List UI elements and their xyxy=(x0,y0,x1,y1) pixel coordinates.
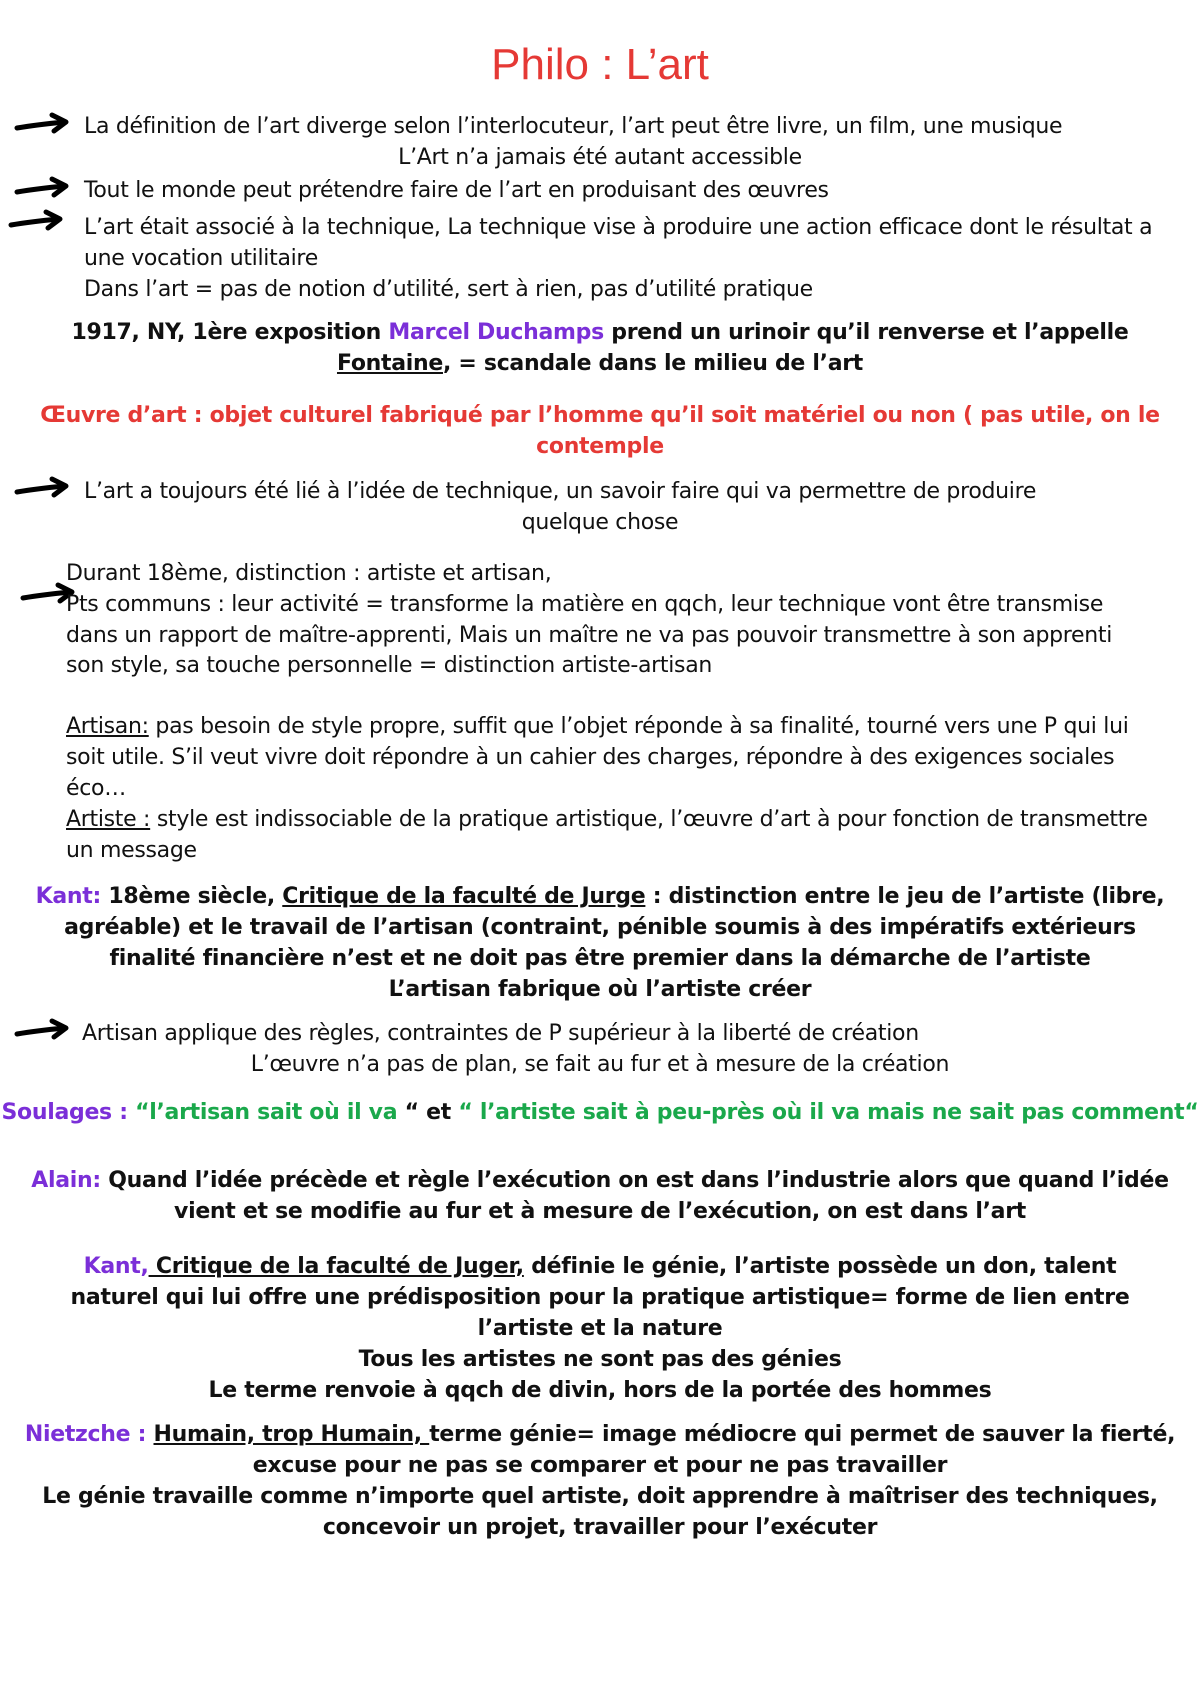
arrow-icon xyxy=(8,207,68,237)
text-span: terme génie= image médiocre qui permet de sauver la fierté, xyxy=(429,1422,1176,1447)
artisan-line xyxy=(66,712,1129,742)
nietzche-line xyxy=(0,1420,1200,1450)
quote: “ l’artiste sait à peu-près où il va mais ne sait pas comment“ xyxy=(458,1100,1199,1125)
text-span: Quand l’idée précède et règle l’exécution on est dans l’industrie alors que quand l’idée xyxy=(100,1168,1169,1193)
philosopher-name: Kant: xyxy=(35,884,101,909)
text-span: “ et xyxy=(404,1100,459,1125)
text-line: soit utile. S’il veut vivre doit répondre à un cahier des charges, répondre à des exigences sociales xyxy=(66,745,1115,770)
definition-line: Œuvre d’art : objet culturel fabriqué par l’homme qu’il soit matériel ou non ( pas utile, on le xyxy=(40,403,1160,428)
work-title: Humain, trop Humain, xyxy=(153,1422,430,1447)
work-title: Critique de la faculté de Jurge xyxy=(282,884,646,909)
text-line: Tout le monde peut prétendre faire de l’art en produisant des œuvres xyxy=(84,178,829,203)
kant-line xyxy=(0,1252,1200,1282)
arrow-icon xyxy=(14,1016,74,1046)
work-title: Fontaine xyxy=(336,351,443,376)
text-line: L’Art n’a jamais été autant accessible xyxy=(398,145,802,170)
text-line: L’art a toujours été lié à l’idée de technique, un savoir faire qui va permettre de produire xyxy=(84,479,1037,504)
text-line: une vocation utilitaire xyxy=(84,246,318,271)
text-span: 18ème siècle, xyxy=(100,884,283,909)
text-line: L’œuvre n’a pas de plan, se fait au fur et à mesure de la création xyxy=(250,1052,950,1077)
text-line: un message xyxy=(66,838,197,863)
text-line: excuse pour ne pas se comparer et pour ne pas travailler xyxy=(252,1453,948,1478)
text-span: : distinction entre le jeu de l’artiste (libre, xyxy=(645,884,1165,909)
page-title: Philo : L’art xyxy=(491,40,709,89)
text-line: Durant 18ème, distinction : artiste et artisan, xyxy=(66,561,552,586)
text-line: L’art était associé à la technique, La technique vise à produire une action efficace dont le résultat a xyxy=(84,215,1153,240)
text-line: Tous les artistes ne sont pas des génies xyxy=(358,1347,842,1372)
soulages-line xyxy=(0,1098,1200,1128)
text-line: dans un rapport de maître-apprenti, Mais un maître ne va pas pouvoir transmettre à son apprenti xyxy=(66,623,1113,648)
text-line: Artisan applique des règles, contraintes de P supérieur à la liberté de création xyxy=(82,1021,919,1046)
alain-line xyxy=(0,1166,1200,1196)
text-line: Le terme renvoie à qqch de divin, hors de la portée des hommes xyxy=(208,1378,992,1403)
philosopher-name: Kant, xyxy=(83,1254,149,1279)
text-line: son style, sa touche personnelle = distinction artiste-artisan xyxy=(66,653,713,678)
text-line: concevoir un projet, travailler pour l’exécuter xyxy=(322,1515,878,1540)
kant-line xyxy=(0,882,1200,912)
text-line: éco… xyxy=(66,776,126,801)
text-line: naturel qui lui offre une prédisposition pour la pratique artistique= forme de lien entre xyxy=(70,1285,1130,1310)
quote: “l’artisan sait où il va xyxy=(135,1100,405,1125)
work-title: Critique de la faculté de Juger, xyxy=(148,1254,524,1279)
text-line: Dans l’art = pas de notion d’utilité, sert à rien, pas d’utilité pratique xyxy=(84,277,813,302)
text-line: L’artisan fabrique où l’artiste créer xyxy=(388,977,812,1002)
text-span: 1917, NY, 1ère exposition xyxy=(71,320,389,345)
definition-line: contemple xyxy=(536,434,664,459)
text-line: Pts communs : leur activité = transforme la matière en qqch, leur technique vont être transmise xyxy=(66,592,1104,617)
text-span: pas besoin de style propre, suffit que l’objet réponde à sa finalité, tourné vers une P qui lui xyxy=(148,714,1129,739)
duchamp-line xyxy=(0,318,1200,348)
artiste-line xyxy=(66,805,1148,835)
text-span: définie le génie, l’artiste possède un don, talent xyxy=(523,1254,1117,1279)
philosopher-name: Alain: xyxy=(31,1168,101,1193)
artist-name: Marcel Duchamps xyxy=(388,320,604,345)
artiste-label: Artiste : xyxy=(66,807,151,832)
text-line: l’artiste et la nature xyxy=(477,1316,723,1341)
text-line: finalité financière n’est et ne doit pas être premier dans la démarche de l’artiste xyxy=(109,946,1091,971)
text-line: Le génie travaille comme n’importe quel artiste, doit apprendre à maîtriser des techniques, xyxy=(42,1484,1158,1509)
text-line: agréable) et le travail de l’artisan (contraint, pénible soumis à des impératifs extérieurs xyxy=(64,915,1136,940)
text-span: style est indissociable de la pratique artistique, l’œuvre d’art à pour fonction de transmettre xyxy=(150,807,1148,832)
text-line: vient et se modifie au fur et à mesure de l’exécution, on est dans l’art xyxy=(174,1199,1026,1224)
arrow-icon xyxy=(14,474,74,504)
duchamp-line xyxy=(0,349,1200,379)
text-line: La définition de l’art diverge selon l’interlocuteur, l’art peut être livre, un film, une musique xyxy=(84,114,1063,139)
text-span: prend un urinoir qu’il renverse et l’appelle xyxy=(603,320,1129,345)
arrow-icon xyxy=(14,110,74,140)
philosopher-name: Soulages : xyxy=(1,1100,128,1125)
arrow-icon xyxy=(14,174,74,204)
text-span: , = scandale dans le milieu de l’art xyxy=(442,351,864,376)
philosopher-name: Nietzche : xyxy=(24,1422,154,1447)
artisan-label: Artisan: xyxy=(66,714,149,739)
text-line: quelque chose xyxy=(521,510,679,535)
